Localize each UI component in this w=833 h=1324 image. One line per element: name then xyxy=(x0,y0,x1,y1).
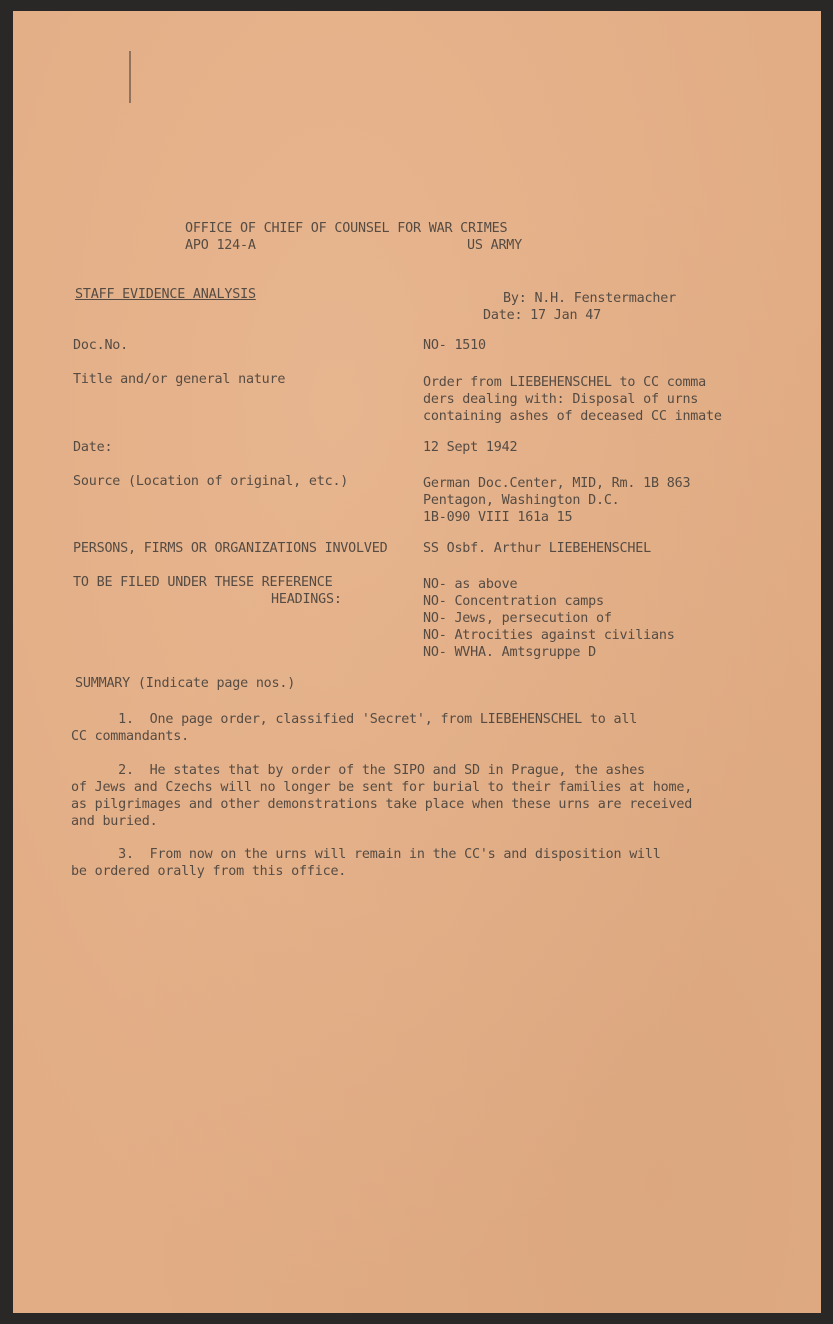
apo-number: APO 124-A xyxy=(185,238,256,253)
summary-line: 2. He states that by order of the SIPO and SD in Prague, the ashes xyxy=(71,763,645,778)
summary-line: be ordered orally from this office. xyxy=(71,864,347,879)
title-label: Title and/or general nature xyxy=(73,372,286,387)
office-title: OFFICE OF CHIEF OF COUNSEL FOR WAR CRIMES xyxy=(185,221,508,236)
document-page xyxy=(13,11,821,1313)
source-label: Source (Location of original, etc.) xyxy=(73,474,349,489)
analysis-title: STAFF EVIDENCE ANALYSIS xyxy=(75,287,256,302)
file-heading: NO- WVHA. Amtsgruppe D xyxy=(423,645,596,660)
summary-line: 3. From now on the urns will remain in the CC's and disposition will xyxy=(71,847,661,862)
army-label: US ARMY xyxy=(467,238,523,253)
summary-line: as pilgrimages and other demonstrations take place when these urns are received xyxy=(71,797,693,812)
doc-no-value: NO- 1510 xyxy=(423,338,486,353)
file-label: TO BE FILED UNDER THESE REFERENCE xyxy=(73,575,333,590)
source-value-line: 1B-090 VIII 161a 15 xyxy=(423,510,573,525)
date-label: Date: xyxy=(73,440,113,455)
analyst-name: By: N.H. Fenstermacher xyxy=(503,291,676,306)
file-heading: NO- as above xyxy=(423,577,518,592)
summary-line: 1. One page order, classified 'Secret', from LIEBEHENSCHEL to all xyxy=(71,712,638,727)
pencil-mark xyxy=(129,51,131,103)
file-heading: NO- Atrocities against civilians xyxy=(423,628,675,643)
analysis-date: Date: 17 Jan 47 xyxy=(483,308,601,323)
source-value-line: German Doc.Center, MID, Rm. 1B 863 xyxy=(423,476,691,491)
file-heading: NO- Concentration camps xyxy=(423,594,604,609)
title-value-line: ders dealing with: Disposal of urns xyxy=(423,392,699,407)
source-value-line: Pentagon, Washington D.C. xyxy=(423,493,620,508)
file-label: HEADINGS: xyxy=(271,592,342,607)
persons-label: PERSONS, FIRMS OR ORGANIZATIONS INVOLVED xyxy=(73,541,388,556)
title-value-line: containing ashes of deceased CC inmate xyxy=(423,409,722,424)
file-heading: NO- Jews, persecution of xyxy=(423,611,612,626)
summary-line: and buried. xyxy=(71,814,158,829)
date-value: 12 Sept 1942 xyxy=(423,440,518,455)
summary-heading: SUMMARY (Indicate page nos.) xyxy=(75,676,296,691)
persons-value: SS Osbf. Arthur LIEBEHENSCHEL xyxy=(423,541,651,556)
title-value-line: Order from LIEBEHENSCHEL to CC comma xyxy=(423,375,707,390)
summary-line: of Jews and Czechs will no longer be sent for burial to their families at home, xyxy=(71,780,693,795)
doc-no-label: Doc.No. xyxy=(73,338,129,353)
summary-line: CC commandants. xyxy=(71,729,189,744)
